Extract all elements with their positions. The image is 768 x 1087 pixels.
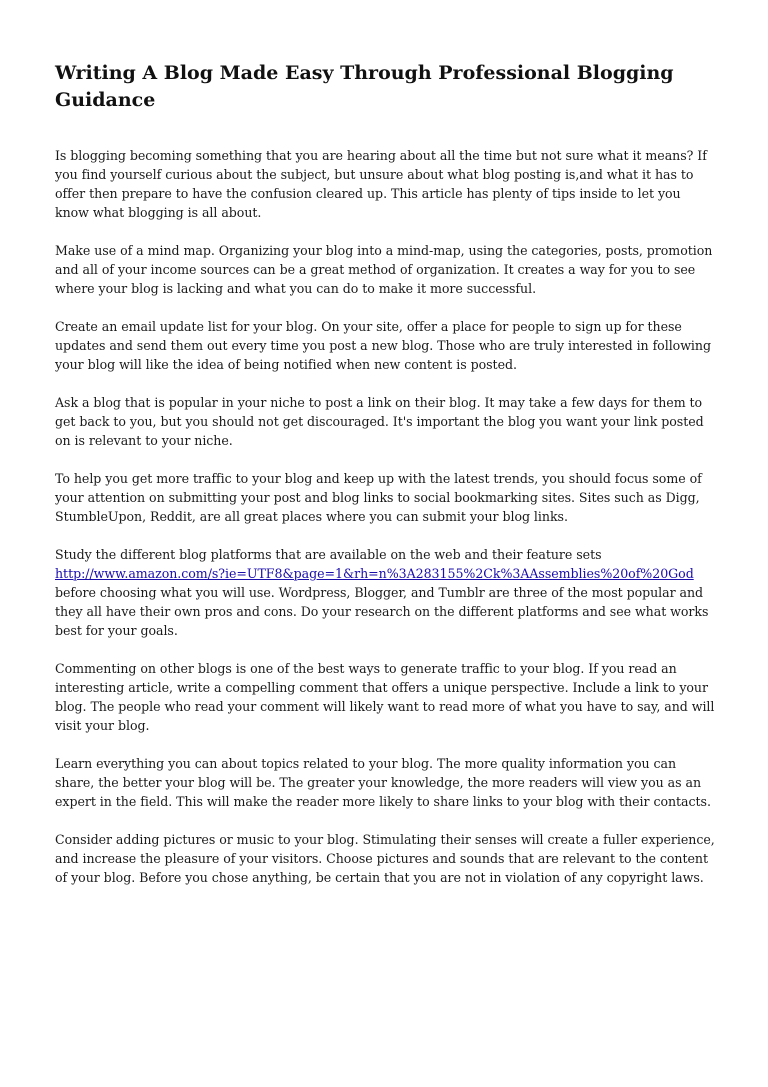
document-title: Writing A Blog Made Easy Through Professional Blogging Guidance [55, 62, 674, 111]
paragraph: Commenting on other blogs is one of the best ways to generate traffic to your blog. If you read an interesting article, write a compelling comment that offers a unique perspective. Include a link to your blog. The people who read your comment will likely want to read more of what you have to say, and will visit your blog. [55, 661, 715, 733]
paragraph-platforms [55, 545, 715, 640]
paragraph: Learn everything you can about topics related to your blog. The more quality information you can share, the better your blog will be. The greater your knowledge, the more readers will view you as an expert in the field. This will make the reader more likely to share links to your blog with their contacts. [55, 756, 711, 809]
paragraph: Make use of a mind map. Organizing your blog into a mind-map, using the categories, posts, promotion and all of your income sources can be a great method of organization. It creates a way for you to see where your blog is lacking and what you can do to make it more successful. [55, 243, 713, 296]
amazon-link[interactable]: http://www.amazon.com/s?ie=UTF8&page=1&rh=n%3A283155%2Ck%3AAssemblies%20of%20God [55, 566, 694, 581]
paragraph: Is blogging becoming something that you are hearing about all the time but not sure what it means? If you find yourself curious about the subject, but unsure about what blog posting is,and what it has to offer then prepare to have the confusion cleared up. This article has plenty of tips inside to let you know what blogging is all about. [55, 148, 707, 220]
paragraph-text: Study the different blog platforms that are available on the web and their feature sets [55, 547, 602, 562]
paragraph: Create an email update list for your blog. On your site, offer a place for people to sign up for these updates and send them out every time you post a new blog. Those who are truly interested in following your blog will like the idea of being notified when new content is posted. [55, 319, 711, 372]
paragraph: Ask a blog that is popular in your niche to post a link on their blog. It may take a few days for them to get back to you, but you should not get discouraged. It's important the blog you want your link posted on is relevant to your niche. [55, 395, 704, 448]
paragraph: To help you get more traffic to your blog and keep up with the latest trends, you should focus some of your attention on submitting your post and blog links to social bookmarking sites. Sites such as Digg, StumbleUpon, Reddit, are all great places where you can submit your blog links. [55, 471, 702, 524]
paragraph-text: before choosing what you will use. Wordpress, Blogger, and Tumblr are three of the most popular and they all have their own pros and cons. Do your research on the different platforms and see what works best for your goals. [55, 585, 709, 638]
paragraph: Consider adding pictures or music to your blog. Stimulating their senses will create a fuller experience, and increase the pleasure of your visitors. Choose pictures and sounds that are relevant to the content of your blog. Before you chose anything, be certain that you are not in violation of any copyright laws. [55, 832, 715, 885]
document-page [55, 60, 715, 906]
